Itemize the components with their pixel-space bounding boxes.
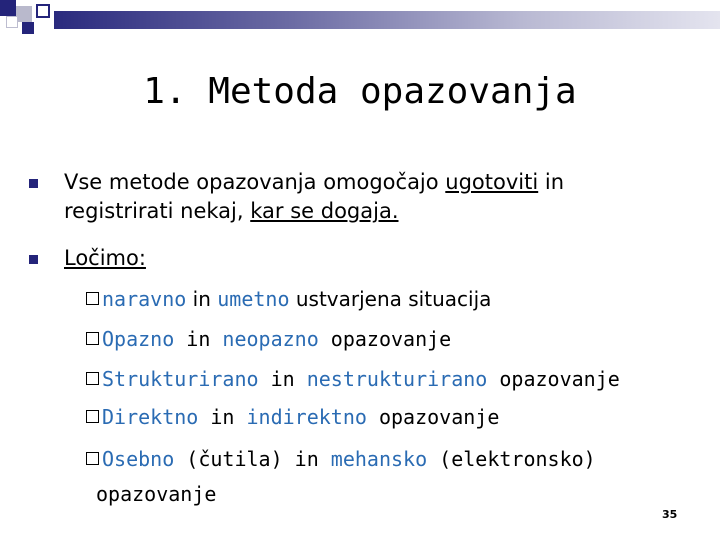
decor-square-icon (0, 0, 16, 16)
term-first: Direktno (102, 405, 199, 429)
top-gradient-bar (54, 11, 720, 29)
slide-title: 1. Metoda opazovanja (143, 71, 577, 112)
text-span: in (186, 287, 218, 311)
term-second: indirektno (246, 405, 367, 429)
text-span: in (538, 170, 565, 194)
empty-box-bullet-icon (86, 410, 99, 423)
text-span: registrirati nekaj, (64, 199, 251, 223)
term-first: Osebno (102, 447, 175, 471)
empty-box-bullet-icon (86, 452, 99, 465)
bullet-line: Ločimo: (64, 246, 146, 270)
text-span: in (198, 405, 247, 429)
text-span: opazovanje (487, 367, 620, 391)
term-second: mehansko (330, 447, 428, 471)
sub-item-continuation: opazovanje (96, 482, 217, 506)
term-first: Opazno (102, 327, 175, 351)
sub-item (86, 445, 596, 473)
underlined-text: kar se dogaja. (250, 199, 399, 223)
underlined-text: ugotoviti (445, 170, 539, 194)
text-span: (elektronsko) (427, 447, 596, 471)
page-number: 35 (662, 508, 678, 521)
text-span: (čutila) in (174, 447, 331, 471)
text-span: opazovanje (366, 405, 500, 429)
sub-item (86, 403, 499, 431)
bullet-line (64, 168, 720, 197)
square-bullet-icon (29, 255, 38, 264)
text-span: in (174, 327, 223, 351)
sub-item (86, 325, 451, 353)
sub-item (86, 285, 491, 313)
term-first: naravno (102, 287, 187, 311)
decor-square-icon (22, 22, 34, 34)
empty-box-bullet-icon (86, 292, 99, 305)
term-first: Strukturirano (102, 367, 259, 391)
text-span: in (258, 367, 307, 391)
term-second: neopazno (222, 327, 319, 351)
text-span: Vse metode opazovanja omogočajo (64, 170, 446, 194)
text-span: opazovanje (318, 327, 452, 351)
decor-square-icon (6, 16, 18, 28)
term-second: nestrukturirano (306, 367, 488, 391)
term-second: umetno (217, 287, 290, 311)
bullet-line (64, 197, 720, 226)
empty-box-bullet-icon (86, 332, 99, 345)
sub-item (86, 365, 620, 393)
empty-box-bullet-icon (86, 372, 99, 385)
decor-square-icon (16, 6, 32, 22)
square-bullet-icon (29, 179, 38, 188)
decor-square-icon (36, 4, 50, 18)
text-span: ustvarjena situacija (289, 287, 492, 311)
